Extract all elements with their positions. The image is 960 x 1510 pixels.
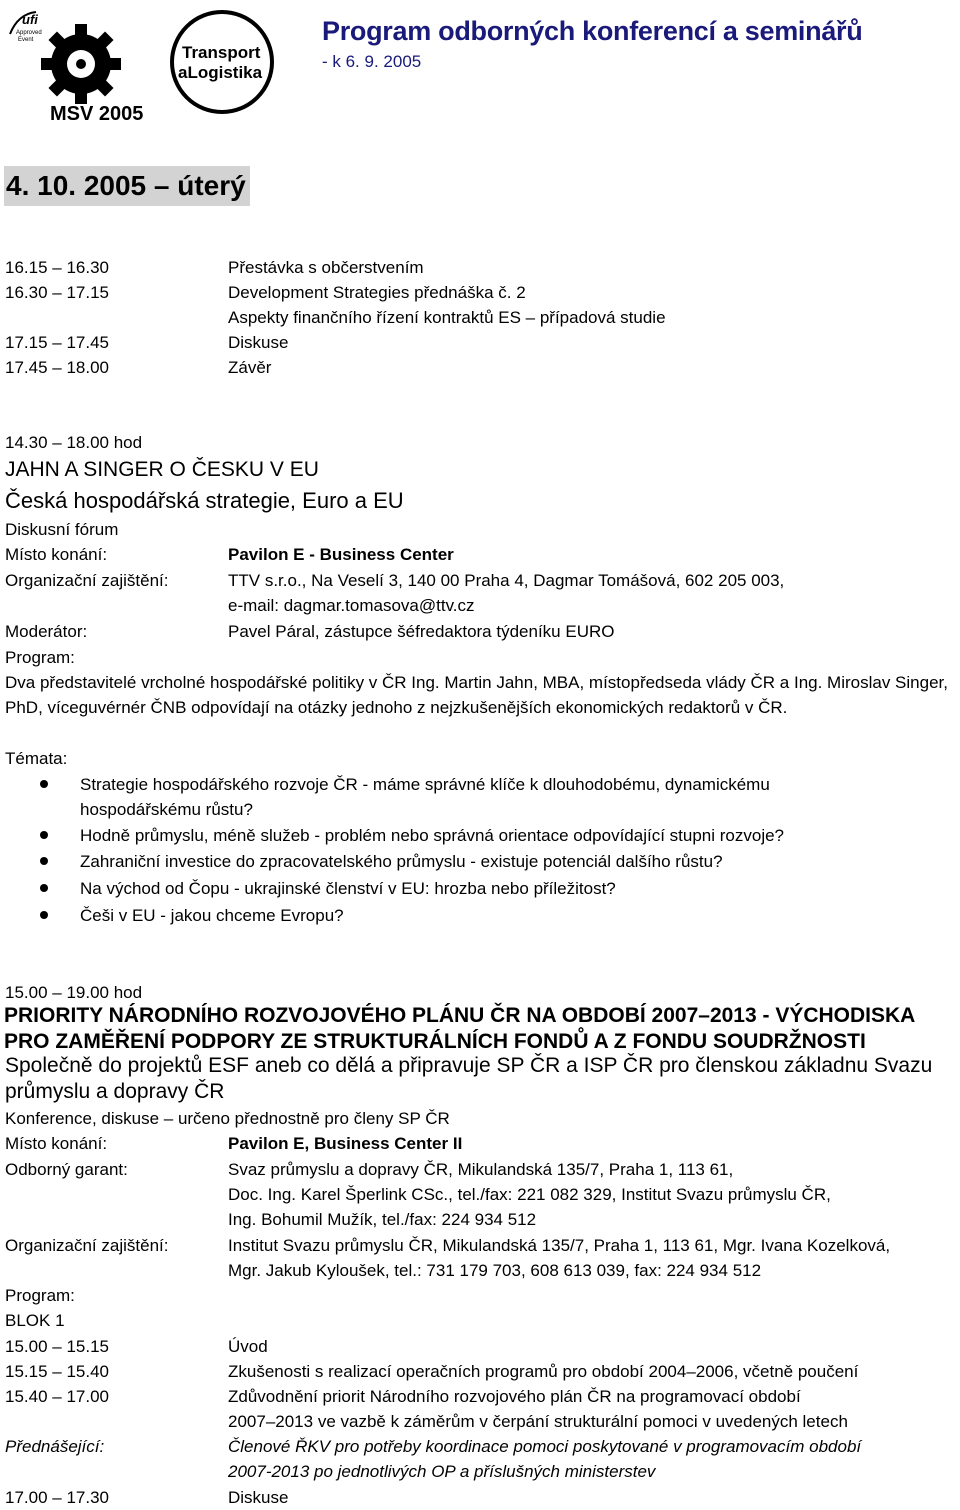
svg-text:Approved: Approved [16, 30, 42, 36]
schedule-time: 17.00 – 17.30 [5, 1488, 109, 1507]
schedule-time: 16.30 – 17.15 [5, 283, 109, 302]
schedule-item: Zkušenosti s realizací operačních programů pro období 2004–2006, včetně poučení [228, 1362, 859, 1381]
schedule-time: 15.00 – 15.15 [5, 1337, 109, 1356]
schedule-item: Diskuse [228, 333, 289, 352]
event-type: Diskusní fórum [5, 520, 119, 539]
org-label: Organizační zajištění: [5, 1236, 169, 1255]
bullet-icon [40, 884, 48, 892]
tal-logo-text-1: Transport [182, 43, 261, 62]
event-title: PRIORITY NÁRODNÍHO ROZVOJOVÉHO PLÁNU ČR NA OBDOBÍ 2007–2013 - VÝCHODISKA PRO ZAMĚŘENÍ PODPORY ZE STRUKTURÁLNÍCH FONDŮ A Z FONDU SOUDRŽNOSTI [4, 1004, 915, 1053]
schedule-item: 2007–2013 ve vazbě k záměrům v čerpání strukturální pomoci v uvedených letech [228, 1412, 848, 1431]
event-type: Konference, diskuse – určeno přednostně pro členy SP ČR [5, 1109, 450, 1128]
event-subtitle: Společně do projektů ESF aneb co dělá a připravuje SP ČR a ISP ČR pro členskou základnu Svazu průmyslu a dopravy ČR [5, 1054, 933, 1103]
moderator-label: Moderátor: [5, 622, 88, 641]
bullet-icon [40, 831, 48, 839]
header-title: Program odborných konferencí a seminářů [322, 16, 863, 46]
speakers-label: Přednášející: [5, 1437, 105, 1456]
msv-logo-text: MSV 2005 [50, 103, 144, 125]
org-value: Mgr. Jakub Kyloušek, tel.: 731 179 703, 608 613 039, fax: 224 934 512 [228, 1261, 762, 1280]
schedule-item: Development Strategies přednáška č. 2 [228, 283, 526, 302]
schedule-item: Diskuse [228, 1488, 289, 1507]
svg-text:Event: Event [18, 37, 34, 43]
venue-label: Místo konání: [5, 545, 108, 564]
venue-value: Pavilon E - Business Center [228, 545, 454, 564]
schedule-item: Závěr [228, 358, 272, 377]
topics-label: Témata: [5, 749, 68, 768]
schedule-item: Úvod [228, 1337, 268, 1356]
page-header [0, 0, 960, 130]
schedule-time: 17.45 – 18.00 [5, 358, 109, 377]
list-item: Češi v EU - jakou chceme Evropu? [80, 906, 344, 925]
list-item: Strategie hospodářského rozvoje ČR - máme správné klíče k dlouhodobému, dynamickému hospodářskému růstu? [80, 775, 770, 819]
schedule-time: 15.40 – 17.00 [5, 1387, 109, 1406]
schedule-time: 16.15 – 16.30 [5, 258, 109, 277]
org-email: e-mail: dagmar.tomasova@ttv.cz [228, 596, 475, 615]
event-time: 14.30 – 18.00 hod [5, 433, 143, 452]
bullet-icon [40, 780, 48, 788]
org-label: Organizační zajištění: [5, 571, 169, 590]
schedule-item: Zdůvodnění priorit Národního rozvojového plán ČR na programovací období [228, 1387, 801, 1406]
event-subtitle: Česká hospodářská strategie, Euro a EU [5, 488, 404, 513]
program-label: Program: [5, 1286, 75, 1305]
schedule-item: Aspekty finančního řízení kontraktů ES – případová studie [228, 308, 666, 327]
tal-logo-text-2: aLogistika [178, 63, 263, 82]
org-value: Institut Svazu průmyslu ČR, Mikulandská 135/7, Praha 1, 113 61, Mgr. Ivana Kozelková, [228, 1236, 891, 1255]
speakers-value: Členové ŘKV pro potřeby koordinace pomoci poskytované v programovacím období [228, 1437, 862, 1456]
schedule-time: 15.15 – 15.40 [5, 1362, 109, 1381]
guarantor-label: Odborný garant: [5, 1160, 128, 1179]
list-item: Na východ od Čopu - ukrajinské členství v EU: hrozba nebo příležitost? [80, 879, 616, 898]
venue-label: Místo konání: [5, 1134, 108, 1153]
bullet-icon [40, 857, 48, 865]
transport-a-logistika-logo [168, 8, 276, 116]
program-text: Dva představitelé vrcholné hospodářské politiky v ČR Ing. Martin Jahn, MBA, místopředseda vlády ČR a Ing. Miroslav Singer, PhD, víceguvérnér ČNB odpovídají na otázky jednoho z nejzkušenějších ekonomických redaktorů v ČR. [5, 673, 948, 717]
bullet-icon [40, 911, 48, 919]
msv-2005-logo [6, 4, 156, 126]
program-label: Program: [5, 648, 75, 667]
block-label: BLOK 1 [5, 1311, 65, 1330]
list-item: Zahraniční investice do zpracovatelského průmyslu - existuje potenciál dalšího růstu? [80, 852, 723, 871]
moderator-value: Pavel Páral, zástupce šéfredaktora týdeníku EURO [228, 622, 615, 641]
event-time: 15.00 – 19.00 hod [5, 983, 143, 1002]
guarantor-value: Doc. Ing. Karel Šperlink CSc., tel./fax: 221 082 329, Institut Svazu průmyslu ČR, [228, 1185, 831, 1204]
speakers-value: 2007-2013 po jednotlivých OP a příslušných ministerstev [228, 1462, 656, 1481]
list-item: Hodně průmyslu, méně služeb - problém nebo správná orientace odpovídající stupni rozvoje? [80, 826, 785, 845]
schedule-item: Přestávka s občerstvením [228, 258, 424, 277]
header-subtitle: - k 6. 9. 2005 [322, 52, 422, 71]
day-heading: 4. 10. 2005 – úterý [4, 166, 250, 206]
venue-value: Pavilon E, Business Center II [228, 1134, 463, 1153]
event-title: JAHN A SINGER O ČESKU V EU [5, 458, 319, 481]
guarantor-value: Svaz průmyslu a dopravy ČR, Mikulandská 135/7, Praha 1, 113 61, [228, 1160, 734, 1179]
schedule-time: 17.15 – 17.45 [5, 333, 109, 352]
ufi-logo-text: ufi [22, 12, 38, 27]
guarantor-value: Ing. Bohumil Mužík, tel./fax: 224 934 512 [228, 1210, 537, 1229]
org-value: TTV s.r.o., Na Veselí 3, 140 00 Praha 4, Dagmar Tomášová, 602 205 003, [228, 571, 785, 590]
